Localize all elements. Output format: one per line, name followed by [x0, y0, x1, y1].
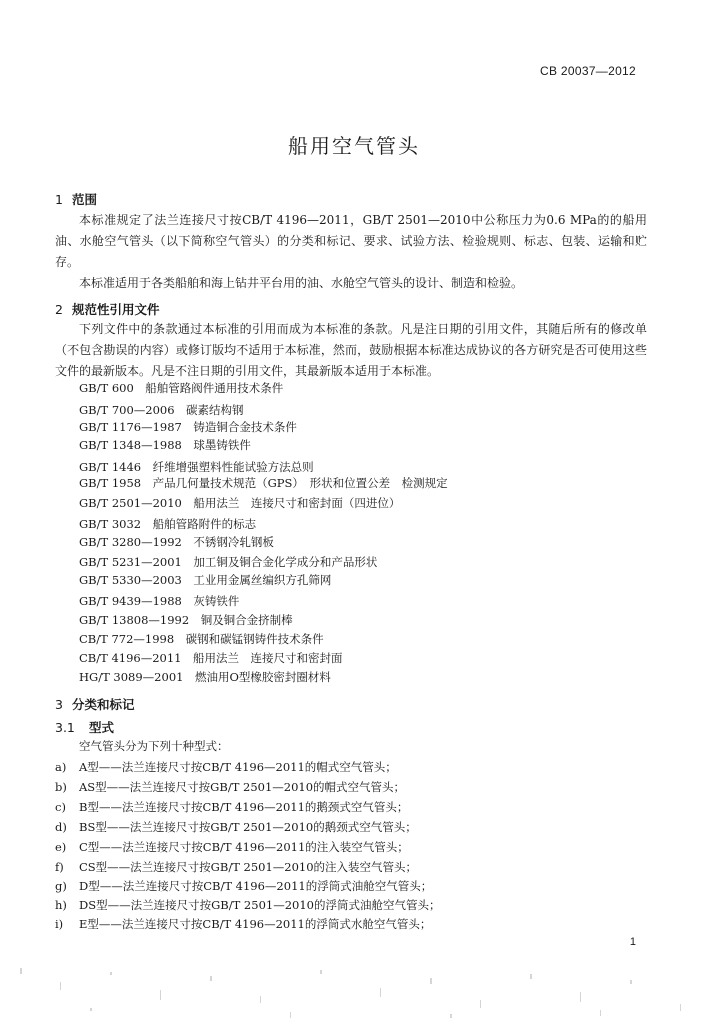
section-3-heading [55, 695, 135, 713]
standard-code: CB 20037—2012 [540, 64, 636, 78]
reference-item: GB/T 3032 船舶管路附件的标志 [79, 517, 257, 531]
type-list-item [55, 838, 625, 856]
type-list-item [55, 858, 625, 876]
item-text: DS型——法兰连接尺寸按GB/T 2501—2010的浮筒式油舱空气管头； [79, 898, 441, 912]
section-number: 3 [55, 697, 63, 712]
reference-item: GB/T 9439—1988 灰铸铁件 [79, 594, 240, 608]
reference-item: CB/T 772—1998 碳钢和碳锰钢铸件技术条件 [79, 632, 324, 646]
scope-paragraph-2: 本标准适用于各类船舶和海上钻井平台用的油、水舱空气管头的设计、制造和检验。 [79, 276, 524, 290]
item-label: a) [55, 760, 67, 774]
item-text: BS型——法兰连接尺寸按GB/T 2501—2010的鹅颈式空气管头； [79, 820, 417, 834]
scan-noise-decoration [0, 960, 708, 1024]
type-list-item [55, 778, 625, 796]
item-label: b) [55, 780, 67, 794]
item-label: c) [55, 800, 66, 814]
reference-item: GB/T 3280—1992 不锈钢冷轧钢板 [79, 535, 274, 549]
reference-item: GB/T 600 船舶管路阀件通用技术条件 [79, 381, 284, 395]
reference-item: CB/T 4196—2011 船用法兰 连接尺寸和密封面 [79, 651, 343, 665]
subsection-title: 型式 [89, 720, 115, 735]
reference-item: GB/T 5231—2001 加工铜及铜合金化学成分和产品形状 [79, 555, 378, 569]
item-label: h) [55, 898, 67, 912]
section-title: 范围 [72, 192, 98, 207]
type-list-item [55, 758, 625, 776]
item-label: i) [55, 917, 64, 931]
item-label: d) [55, 820, 67, 834]
references-intro: 下列文件中的条款通过本标准的引用而成为本标准的条款。凡是注日期的引用文件，其随后所有的修改单（不包含勘误的内容）或修订版均不适用于本标准，然而，鼓励根据本标准达成协议的各方研究是否可使用这些文件的最新版本。凡是不注日期的引用文件，其最新版本适用于本标准。 [55, 322, 647, 378]
reference-item: GB/T 1446 纤维增强塑料性能试验方法总则 [79, 460, 314, 474]
subsection-number: 3.1 [55, 720, 75, 735]
scope-paragraph-1: 本标准规定了法兰连接尺寸按CB/T 4196—2011，GB/T 2501—2010中公称压力为0.6 MPa的的船用油、水舱空气管头（以下简称空气管头）的分类和标记、要求、试验方法、检验规则、标志、包装、运输和贮存。 [55, 213, 647, 269]
reference-item: GB/T 1176—1987 铸造铜合金技术条件 [79, 420, 297, 434]
item-text: AS型——法兰连接尺寸按GB/T 2501—2010的帽式空气管头； [79, 780, 406, 794]
reference-item: GB/T 700—2006 碳素结构钢 [79, 403, 244, 417]
document-title: 船用空气管头 [288, 134, 420, 158]
section-number: 1 [55, 192, 63, 207]
section-title: 规范性引用文件 [72, 302, 160, 317]
item-text: B型——法兰连接尺寸按CB/T 4196—2011的鹅颈式空气管头； [79, 800, 409, 814]
section-1-heading [55, 190, 97, 208]
page-number: 1 [629, 936, 636, 948]
item-label: e) [55, 840, 67, 854]
reference-item: GB/T 5330—2003 工业用金属丝编织方孔筛网 [79, 573, 332, 587]
item-label: f) [55, 860, 64, 874]
item-text: D型——法兰连接尺寸按CB/T 4196—2011的浮筒式油舱空气管头； [79, 879, 433, 893]
section-title: 分类和标记 [72, 697, 135, 712]
reference-item: GB/T 1958 产品几何量技术规范（GPS） 形状和位置公差 检测规定 [79, 476, 448, 490]
type-list-item [55, 915, 625, 933]
type-list-item [55, 877, 625, 895]
subsection-3-1-heading [55, 718, 114, 736]
item-text: CS型——法兰连接尺寸按GB/T 2501—2010的注入装空气管头； [79, 860, 418, 874]
item-text: C型——法兰连接尺寸按CB/T 4196—2011的注入装空气管头； [79, 840, 409, 854]
section-number: 2 [55, 302, 63, 317]
reference-item: HG/T 3089—2001 燃油用O型橡胶密封圈材料 [79, 670, 331, 684]
reference-item: GB/T 1348—1988 球墨铸铁件 [79, 438, 251, 452]
reference-item: GB/T 2501—2010 船用法兰 连接尺寸和密封面（四进位） [79, 496, 401, 510]
type-list-item [55, 818, 625, 836]
type-list-item [55, 896, 625, 914]
reference-item: GB/T 13808—1992 铜及铜合金挤制棒 [79, 613, 293, 627]
item-label: g) [55, 879, 67, 893]
item-text: A型——法兰连接尺寸按CB/T 4196—2011的帽式空气管头； [79, 760, 397, 774]
section-2-heading [55, 300, 160, 318]
types-intro: 空气管头分为下列十种型式： [79, 739, 229, 753]
item-text: E型——法兰连接尺寸按CB/T 4196—2011的浮筒式水舱空气管头； [79, 917, 432, 931]
type-list-item [55, 798, 625, 816]
